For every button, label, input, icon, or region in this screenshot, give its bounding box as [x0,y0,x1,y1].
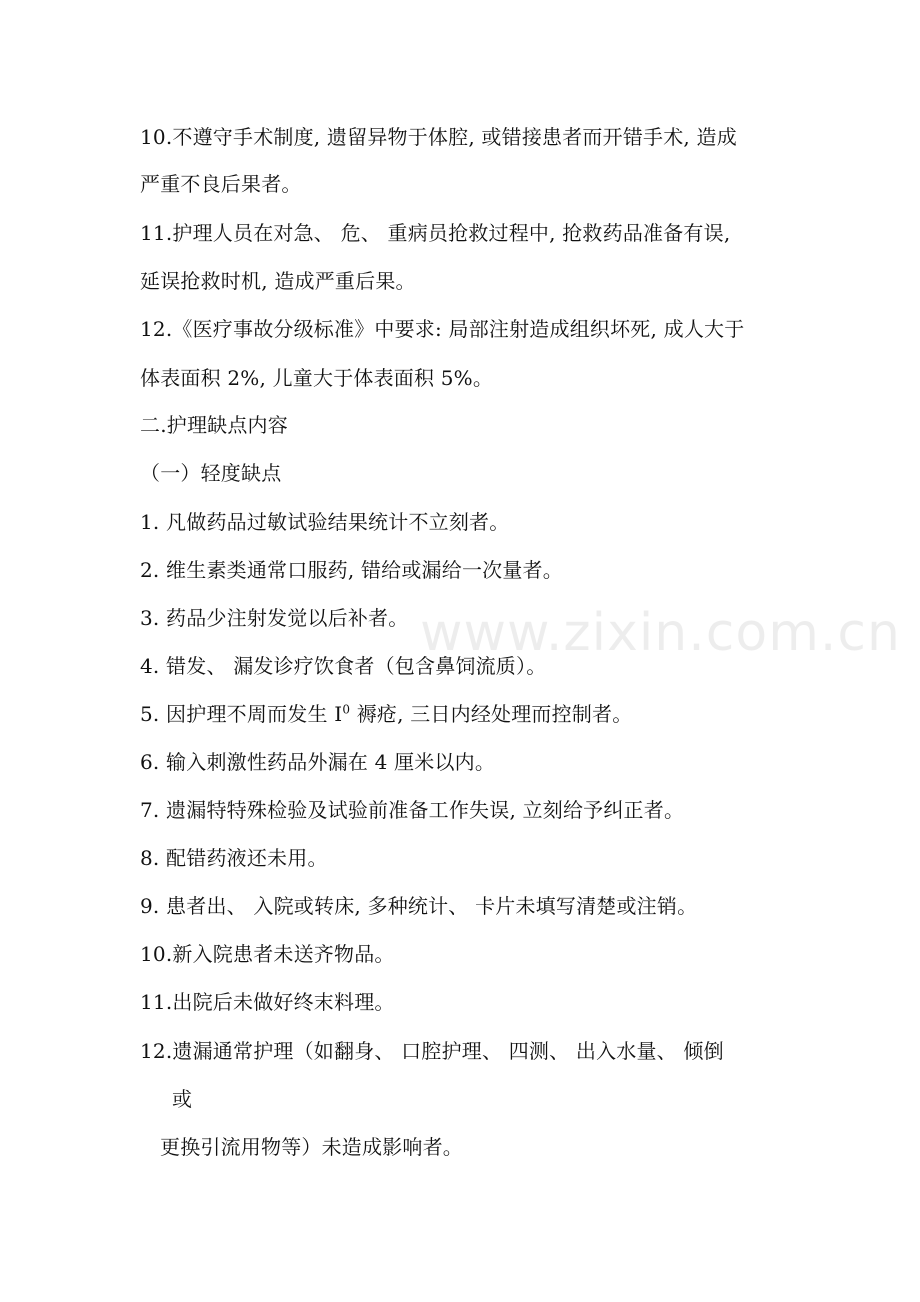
list-item: 11.出院后未做好终末料理。 [140,990,395,1014]
list-item: 12.遗漏通常护理（如翻身、 口腔护理、 四测、 出入水量、 倾倒 [140,1039,724,1063]
list-item-text: 5. 因护理不周而发生 I [140,702,343,726]
document-line: 延误抢救时机, 造成严重后果。 [140,269,416,293]
list-item: 4. 错发、 漏发诊疗饮食者（包含鼻饲流质）。 [140,654,547,678]
section-heading: 二.护理缺点内容 [140,413,288,437]
list-item: 9. 患者出、 入院或转床, 多种统计、 卡片未填写清楚或注销。 [140,894,698,918]
list-item: 1. 凡做药品过敏试验结果统计不立刻者。 [140,510,510,534]
list-item-continuation: 更换引流用物等）未造成影响者。 [160,1135,463,1159]
document-line: 10.不遵守手术制度, 遗留异物于体腔, 或错接患者而开错手术, 造成 [140,125,737,149]
list-item-text: 褥疮, 三日内经处理而控制者。 [350,702,633,726]
list-item: 3. 药品少注射发觉以后补者。 [140,606,409,630]
list-item: 8. 配错药液还未用。 [140,846,328,870]
list-item: 6. 输入刺激性药品外漏在 4 厘米以内。 [140,750,496,774]
watermark: www.zixin.com.cn [420,603,901,663]
list-item [140,701,790,727]
list-item: 7. 遗漏特特殊检验及试验前准备工作失误, 立刻给予纠正者。 [140,798,685,822]
superscript: 0 [342,702,351,717]
document-line: 严重不良后果者。 [140,172,302,196]
document-line: 11.护理人员在对急、 危、 重病员抢救过程中, 抢救药品准备有误, [140,221,731,245]
list-item: 2. 维生素类通常口服药, 错给或漏给一次量者。 [140,558,563,582]
subsection-heading: （一）轻度缺点 [140,461,282,485]
document-line: 体表面积 2%, 儿童大于体表面积 5%。 [140,366,494,390]
document-line: 12.《医疗事故分级标准》中要求: 局部注射造成组织坏死, 成人大于 [140,317,745,341]
list-item-continuation: 或 [172,1087,193,1111]
list-item: 10.新入院患者未送齐物品。 [140,942,395,966]
